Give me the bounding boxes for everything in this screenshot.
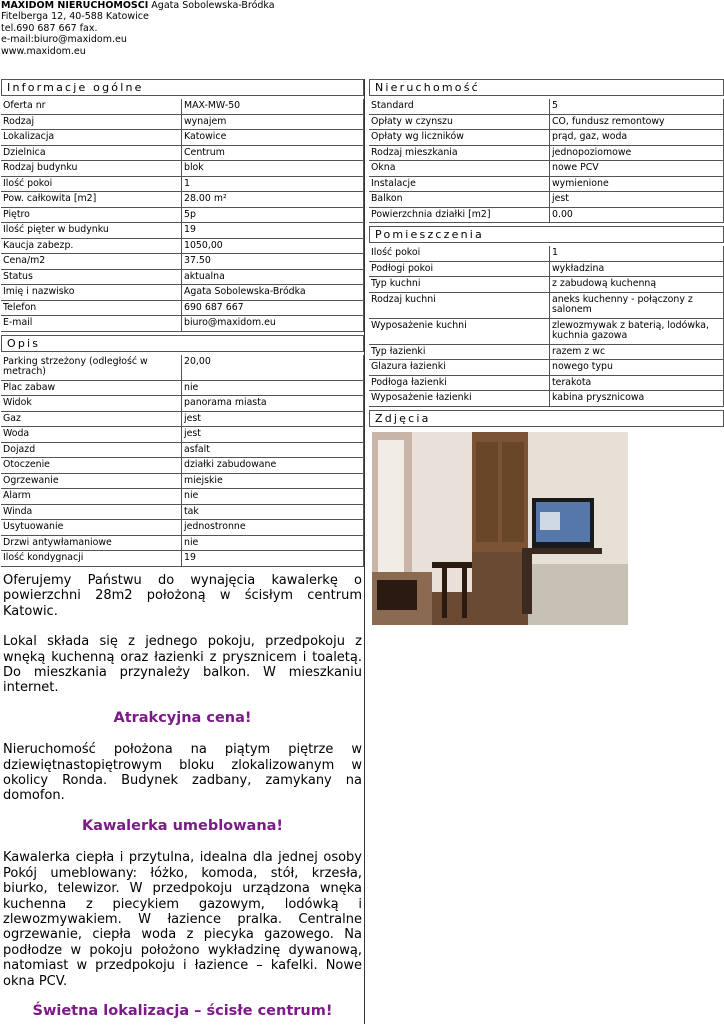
section-general-heading: Informacje ogólne bbox=[1, 79, 364, 96]
table-row bbox=[369, 319, 724, 345]
field-value: 5 bbox=[550, 99, 724, 115]
field-value: 28.00 m² bbox=[182, 192, 364, 208]
field-value: nowe PCV bbox=[550, 161, 724, 177]
table-row bbox=[1, 223, 364, 239]
field-label: Plac zabaw bbox=[1, 381, 182, 397]
field-label: Podłogi pokoi bbox=[369, 262, 550, 278]
opis-table bbox=[1, 355, 364, 567]
section-rooms-heading: Pomieszczenia bbox=[369, 226, 724, 243]
field-label: Ilość pięter w budynku bbox=[1, 223, 182, 239]
table-row bbox=[1, 536, 364, 552]
table-row bbox=[1, 301, 364, 317]
field-value: jest bbox=[550, 192, 724, 208]
field-label: Lokalizacja bbox=[1, 130, 182, 146]
field-label: Widok bbox=[1, 396, 182, 412]
table-row bbox=[369, 277, 724, 293]
table-row bbox=[369, 293, 724, 319]
field-label: Dzielnica bbox=[1, 146, 182, 162]
field-value: miejskie bbox=[182, 474, 364, 490]
field-value: działki zabudowane bbox=[182, 458, 364, 474]
table-row bbox=[1, 443, 364, 459]
field-label: Ilość pokoi bbox=[369, 246, 550, 262]
field-value: CO, fundusz remontowy bbox=[550, 115, 724, 131]
field-label: Powierzchnia działki [m2] bbox=[369, 208, 550, 224]
table-row bbox=[1, 239, 364, 255]
description-highlight: Atrakcyjna cena! bbox=[113, 709, 252, 726]
field-value: MAX-MW-50 bbox=[182, 99, 364, 115]
apartment-photo[interactable] bbox=[372, 432, 628, 625]
table-row bbox=[1, 427, 364, 443]
field-label: Opłaty w czynszu bbox=[369, 115, 550, 131]
field-value: 19 bbox=[182, 551, 364, 567]
table-row bbox=[1, 285, 364, 301]
field-label: Ilość kondygnacji bbox=[1, 551, 182, 567]
rooms-table bbox=[369, 246, 724, 407]
description-highlight: Świetna lokalizacja – ścisłe centrum! bbox=[32, 1002, 333, 1019]
field-value: 19 bbox=[182, 223, 364, 239]
field-label: Balkon bbox=[369, 192, 550, 208]
field-label: Typ kuchni bbox=[369, 277, 550, 293]
table-row bbox=[1, 130, 364, 146]
field-label: Piętro bbox=[1, 208, 182, 224]
field-label: Wyposażenie kuchni bbox=[369, 319, 550, 345]
field-value: 20,00 bbox=[182, 355, 364, 381]
description-paragraph: Lokal składa się z jednego pokoju, przedpokoju z wnęką kuchenną oraz łazienki z prysznicem i toaletą. Do mieszkania przynależy balkon. W mieszkaniu internet. bbox=[3, 634, 362, 696]
field-value: 1 bbox=[182, 177, 364, 193]
field-label: Telefon bbox=[1, 301, 182, 317]
field-label: Parking strzeżony (odległość w metrach) bbox=[1, 355, 182, 381]
field-label: Standard bbox=[369, 99, 550, 115]
field-label: Usytuowanie bbox=[1, 520, 182, 536]
field-label: Glazura łazienki bbox=[369, 360, 550, 376]
field-label: Dojazd bbox=[1, 443, 182, 459]
field-value: tak bbox=[182, 505, 364, 521]
field-value: razem z wc bbox=[550, 345, 724, 361]
table-row bbox=[1, 115, 364, 131]
table-row bbox=[369, 177, 724, 193]
agency-email: e-mail:biuro@maxidom.eu bbox=[1, 34, 127, 46]
offer-description bbox=[3, 573, 362, 1035]
field-value: nie bbox=[182, 381, 364, 397]
field-value: Katowice bbox=[182, 130, 364, 146]
table-row bbox=[1, 355, 364, 381]
property-table bbox=[369, 99, 724, 223]
field-label: Okna bbox=[369, 161, 550, 177]
field-value: nowego typu bbox=[550, 360, 724, 376]
table-row bbox=[1, 551, 364, 567]
field-label: Rodzaj budynku bbox=[1, 161, 182, 177]
field-value: asfalt bbox=[182, 443, 364, 459]
field-label: Kaucja zabezp. bbox=[1, 239, 182, 255]
table-row bbox=[1, 161, 364, 177]
table-row bbox=[1, 474, 364, 490]
field-label: Woda bbox=[1, 427, 182, 443]
field-value: 37.50 bbox=[182, 254, 364, 270]
field-label: Otoczenie bbox=[1, 458, 182, 474]
description-paragraph: Oferujemy Państwu do wynajęcia kawalerkę o powierzchni 28m2 położoną w ścisłym centrum Katowic. bbox=[3, 573, 362, 619]
field-label: Gaz bbox=[1, 412, 182, 428]
field-value: Agata Sobolewska-Bródka bbox=[182, 285, 364, 301]
field-label: E-mail bbox=[1, 316, 182, 332]
table-row bbox=[1, 505, 364, 521]
section-property-heading: Nieruchomość bbox=[369, 79, 724, 96]
field-label: Cena/m2 bbox=[1, 254, 182, 270]
table-row bbox=[369, 161, 724, 177]
field-value: kabina prysznicowa bbox=[550, 391, 724, 407]
field-value: wynajem bbox=[182, 115, 364, 131]
field-label: Wyposażenie łazienki bbox=[369, 391, 550, 407]
field-value: wymienione bbox=[550, 177, 724, 193]
agency-address: Fitelberga 12, 40-588 Katowice bbox=[1, 11, 149, 23]
field-label: Winda bbox=[1, 505, 182, 521]
agency-name: MAXIDOM NIERUCHOMOŚCI Agata Sobolewska-Bródka bbox=[1, 0, 275, 11]
field-value: 1050,00 bbox=[182, 239, 364, 255]
field-value: jest bbox=[182, 427, 364, 443]
table-row bbox=[1, 254, 364, 270]
field-label: Rodzaj bbox=[1, 115, 182, 131]
table-row bbox=[1, 316, 364, 332]
field-label: Instalacje bbox=[369, 177, 550, 193]
field-label: Ilość pokoi bbox=[1, 177, 182, 193]
field-value: 690 687 667 bbox=[182, 301, 364, 317]
description-paragraph: Nieruchomość położona na piątym piętrze w dziewiętnastopiętrowym bloku zlokalizowanym w okolicy Ronda. Budynek zadbany, zamykany na domofon. bbox=[3, 742, 362, 804]
field-label: Drzwi antywłamaniowe bbox=[1, 536, 182, 552]
table-row bbox=[1, 381, 364, 397]
field-value: terakota bbox=[550, 376, 724, 392]
field-value: jest bbox=[182, 412, 364, 428]
table-row bbox=[1, 99, 364, 115]
table-row bbox=[369, 130, 724, 146]
field-value: nie bbox=[182, 489, 364, 505]
table-row bbox=[1, 489, 364, 505]
agency-tel: tel.690 687 667 fax. bbox=[1, 22, 98, 34]
table-row bbox=[1, 412, 364, 428]
field-value: aneks kuchenny - połączony z salonem bbox=[550, 293, 724, 319]
field-value: nie bbox=[182, 536, 364, 552]
field-value: zlewozmywak z baterią, lodówka, kuchnia gazowa bbox=[550, 319, 724, 345]
field-value: 0.00 bbox=[550, 208, 724, 224]
field-value: panorama miasta bbox=[182, 396, 364, 412]
agency-header bbox=[1, 0, 275, 57]
field-label: Podłoga łazienki bbox=[369, 376, 550, 392]
field-value: aktualna bbox=[182, 270, 364, 286]
table-row bbox=[1, 208, 364, 224]
field-label: Rodzaj mieszkania bbox=[369, 146, 550, 162]
field-value: 1 bbox=[550, 246, 724, 262]
field-label: Ogrzewanie bbox=[1, 474, 182, 490]
field-value: wykładzina bbox=[550, 262, 724, 278]
field-value: z zabudową kuchenną bbox=[550, 277, 724, 293]
field-label: Opłaty wg liczników bbox=[369, 130, 550, 146]
field-value: blok bbox=[182, 161, 364, 177]
field-value: prąd, gaz, woda bbox=[550, 130, 724, 146]
description-paragraph: Kawalerka ciepła i przytulna, idealna dla jednej osoby Pokój umeblowany: łóżko, komoda, stół, krzesła, biurko, telewizor. W przedpokoju urządzona wnęka kuchenna z piecykiem gazowym, lodówką i zlewozmywakiem. W łazience pralka. Centralne ogrzewanie, ciepła woda z piecyka gazowego. Na podłodze w pokoju położono wykładzinę dywanową, natomiast w przedpokoju i łazience – kafelki. Nowe okna PCV. bbox=[3, 850, 362, 989]
description-highlight: Kawalerka umeblowana! bbox=[81, 817, 284, 834]
field-label: Rodzaj kuchni bbox=[369, 293, 550, 319]
table-row bbox=[1, 396, 364, 412]
table-row bbox=[369, 262, 724, 278]
table-row bbox=[369, 192, 724, 208]
field-label: Alarm bbox=[1, 489, 182, 505]
agency-www: www.maxidom.eu bbox=[1, 45, 86, 57]
field-value: 5p bbox=[182, 208, 364, 224]
table-row bbox=[369, 208, 724, 224]
field-label: Pow. całkowita [m2] bbox=[1, 192, 182, 208]
section-photos-heading: Zdjęcia bbox=[369, 410, 724, 427]
table-row bbox=[369, 376, 724, 392]
table-row bbox=[369, 146, 724, 162]
field-value: jednostronne bbox=[182, 520, 364, 536]
field-value: biuro@maxidom.eu bbox=[182, 316, 364, 332]
field-value: Centrum bbox=[182, 146, 364, 162]
table-row bbox=[369, 246, 724, 262]
table-row bbox=[1, 270, 364, 286]
general-info-table bbox=[1, 99, 364, 332]
table-row bbox=[369, 360, 724, 376]
table-row bbox=[1, 458, 364, 474]
table-row bbox=[369, 115, 724, 131]
table-row bbox=[1, 146, 364, 162]
right-column bbox=[369, 79, 724, 625]
field-label: Typ łazienki bbox=[369, 345, 550, 361]
table-row bbox=[1, 192, 364, 208]
field-label: Oferta nr bbox=[1, 99, 182, 115]
table-row bbox=[1, 520, 364, 536]
field-value: jednopoziomowe bbox=[550, 146, 724, 162]
field-label: Imię i nazwisko bbox=[1, 285, 182, 301]
section-opis-heading: Opis bbox=[1, 335, 364, 352]
table-row bbox=[369, 391, 724, 407]
field-label: Status bbox=[1, 270, 182, 286]
table-row bbox=[369, 345, 724, 361]
table-row bbox=[1, 177, 364, 193]
table-row bbox=[369, 99, 724, 115]
